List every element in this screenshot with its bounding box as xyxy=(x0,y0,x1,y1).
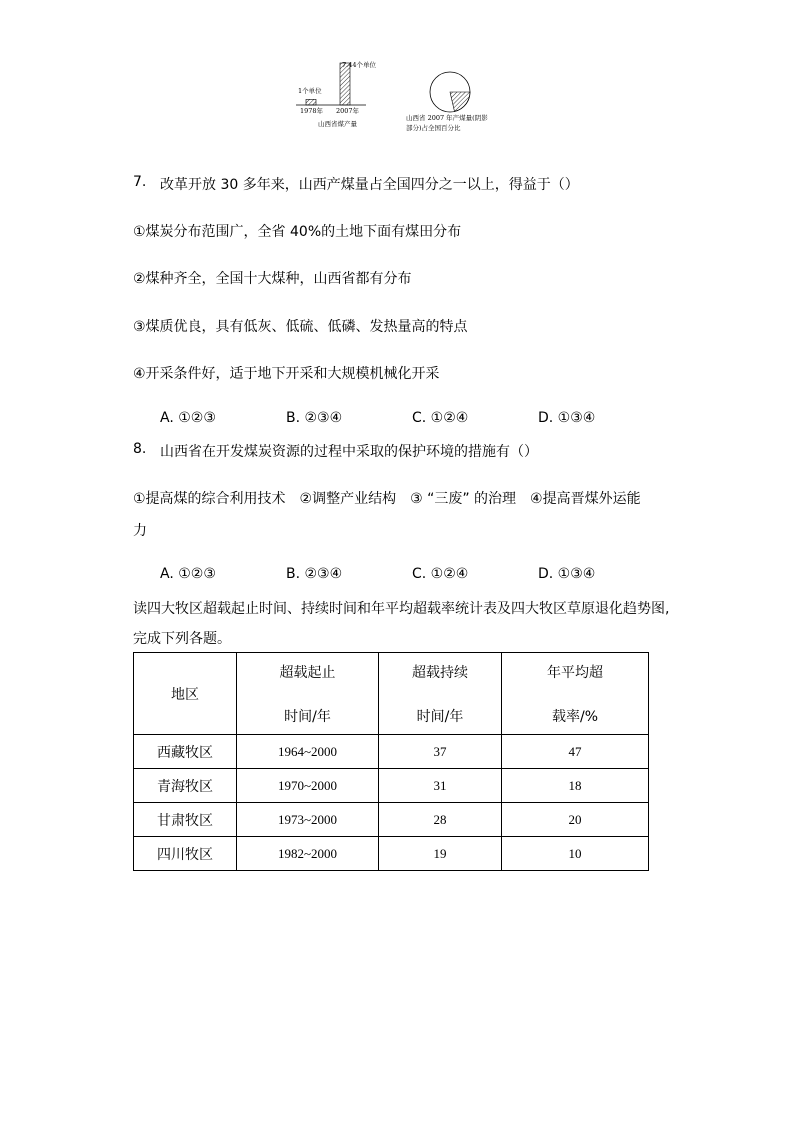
cell-duration: 31 xyxy=(379,769,502,803)
q7-statement-1: ①煤炭分布范围广，全省 40%的土地下面有煤田分布 xyxy=(133,224,462,240)
cell-duration: 19 xyxy=(379,837,502,871)
q8-items-line2: 力 xyxy=(133,523,147,539)
q8-number: 8. xyxy=(133,441,147,457)
table-row xyxy=(134,735,649,769)
intro-line1: 读四大牧区超载起止时间、持续时间和年平均超载率统计表及四大牧区草原退化趋势图, xyxy=(133,601,670,617)
cell-duration: 37 xyxy=(379,735,502,769)
cell-rate: 47 xyxy=(502,735,649,769)
header-region xyxy=(134,653,237,735)
header-duration-line1: 超载持续 xyxy=(412,664,468,681)
bar-1978-value-label: 1个单位 xyxy=(298,87,322,95)
cell-rate: 20 xyxy=(502,803,649,837)
bar-2007-value-label: 7.44个单位 xyxy=(342,61,376,69)
q8-option-a[interactable]: A. ①②③ xyxy=(160,566,216,582)
q7-option-b[interactable]: B. ②③④ xyxy=(286,410,343,426)
q7-statement-4: ④开采条件好，适于地下开采和大规模机械化开采 xyxy=(133,366,440,382)
cell-period: 1970~2000 xyxy=(237,769,379,803)
cell-rate: 10 xyxy=(502,837,649,871)
cell-region: 四川牧区 xyxy=(134,837,237,871)
cell-period: 1973~2000 xyxy=(237,803,379,837)
q7-option-c[interactable]: C. ①②④ xyxy=(412,410,469,426)
header-duration-line2: 时间/年 xyxy=(416,708,464,725)
cell-region: 青海牧区 xyxy=(134,769,237,803)
q8-stem: 山西省在开发煤炭资源的过程中采取的保护环境的措施有（） xyxy=(160,444,538,460)
coal-output-figure xyxy=(290,55,520,140)
bar-2007 xyxy=(340,63,350,105)
pie-caption-line1: 山西省 2007 年产煤量(阴影 xyxy=(406,114,488,122)
q7-statement-2: ②煤种齐全，全国十大煤种，山西省都有分布 xyxy=(133,271,412,287)
cell-rate: 18 xyxy=(502,769,649,803)
header-rate-line2: 载率/% xyxy=(551,708,599,725)
header-period xyxy=(237,653,379,735)
header-region-text: 地区 xyxy=(171,686,199,703)
bar-1978-year-label: 1978年 xyxy=(300,107,324,115)
header-rate xyxy=(502,653,649,735)
header-period-line2: 时间/年 xyxy=(284,708,331,725)
cell-duration: 28 xyxy=(379,803,502,837)
q8-option-c[interactable]: C. ①②④ xyxy=(412,566,469,582)
header-rate-line1: 年平均超 xyxy=(547,664,603,681)
q8-option-d[interactable]: D. ①③④ xyxy=(538,566,596,582)
bar-2007-year-label: 2007年 xyxy=(336,107,360,115)
q8-items-line1: ①提高煤的综合利用技术 ②调整产业结构 ③ “三废” 的治理 ④提高晋煤外运能 xyxy=(133,491,641,507)
table-row xyxy=(134,837,649,871)
header-duration xyxy=(379,653,502,735)
q8-option-b[interactable]: B. ②③④ xyxy=(286,566,343,582)
intro-line2: 完成下列各题。 xyxy=(133,631,231,647)
q7-stem: 改革开放 30 多年来，山西产煤量占全国四分之一以上，得益于（） xyxy=(160,177,579,193)
table-row xyxy=(134,769,649,803)
bar-1978 xyxy=(306,99,316,105)
q7-statement-3: ③煤质优良，具有低灰、低硫、低磷、发热量高的特点 xyxy=(133,319,468,335)
q7-option-a[interactable]: A. ①②③ xyxy=(160,410,216,426)
cell-period: 1982~2000 xyxy=(237,837,379,871)
cell-region: 甘肃牧区 xyxy=(134,803,237,837)
table-header-row xyxy=(134,653,649,735)
cell-region: 西藏牧区 xyxy=(134,735,237,769)
table-row xyxy=(134,803,649,837)
cell-period: 1964~2000 xyxy=(237,735,379,769)
pie-caption-line2: 部分)占全国百分比 xyxy=(406,124,461,132)
bar-chart-caption: 山西省煤产量 xyxy=(318,120,357,128)
q7-option-d[interactable]: D. ①③④ xyxy=(538,410,596,426)
header-period-line1: 超载起止 xyxy=(279,664,336,681)
q7-number: 7. xyxy=(133,174,147,190)
overgrazing-table xyxy=(133,652,649,871)
